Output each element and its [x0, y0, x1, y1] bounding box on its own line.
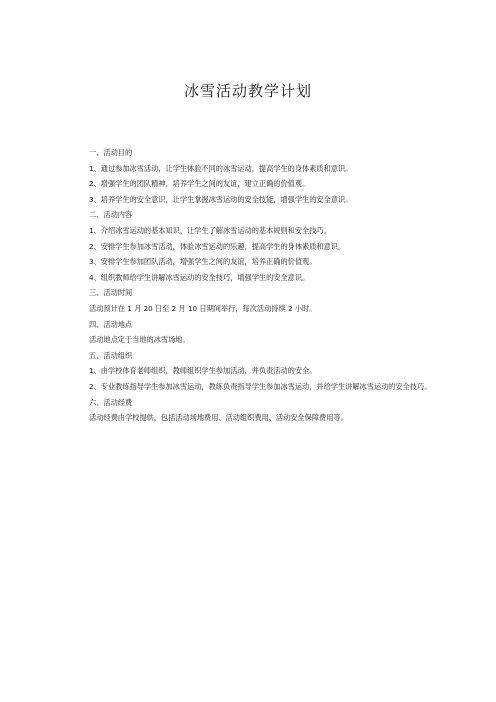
section-heading-funding: 六、活动经费	[89, 397, 133, 407]
section-heading-purpose: 一、活动目的	[89, 148, 133, 157]
purpose-item-2: 2、增强学生的团队精神，培养学生之间的友谊，建立正确的价值观。	[89, 179, 310, 189]
document-title: 冰雪活动教学计划	[183, 82, 312, 100]
section-heading-content: 二、活动内容	[89, 210, 133, 220]
content-item-1: 1、介绍冰雪运动的基本知识，让学生了解冰雪运动的基本规则和安全技巧。	[89, 225, 331, 235]
content-item-4: 4、组织教师给学生讲解冰雪运动的安全技巧，增强学生的安全意识。	[89, 272, 310, 282]
purpose-item-3: 3、培养学生的安全意识，让学生掌握冰雪运动的安全技能，增强学生的安全意识。	[89, 194, 353, 204]
section-heading-location: 四、活动地点	[89, 319, 133, 329]
organization-item-1: 1、由学校体育老师组织，教师组织学生参加活动，并负责活动的安全。	[89, 366, 317, 376]
time-text: 活动预计在 1 月 20 日至 2 月 10 日期间举行，每次活动持续 2 小时。	[89, 303, 317, 313]
content-item-2: 2、安排学生参加冰雪活动，体验冰雪运动的乐趣，提高学生的身体素质和意识。	[89, 241, 346, 251]
purpose-item-1: 1、通过参加冰雪活动，让学生体验不同的冰雪运动，提高学生的身体素质和意识。	[89, 163, 353, 173]
location-text: 活动地点定于当地的冰雪场地。	[89, 335, 190, 345]
document-body	[73, 148, 433, 429]
section-heading-time: 三、活动时间	[89, 288, 133, 298]
content-item-3: 3、安排学生参加团队活动，增强学生之间的友谊，培养正确的价值观。	[89, 257, 317, 267]
section-heading-organization: 五、活动组织	[89, 350, 133, 360]
organization-item-2: 2、专业教练指导学生参加冰雪运动，教练负责指导学生参加冰雪运动，并给学生讲解冰雪运动的安全技巧。	[89, 381, 432, 391]
funding-text: 活动经费由学校提供，包括活动场地费用、活动组织费用、活动安全保障费用等。	[89, 413, 348, 423]
